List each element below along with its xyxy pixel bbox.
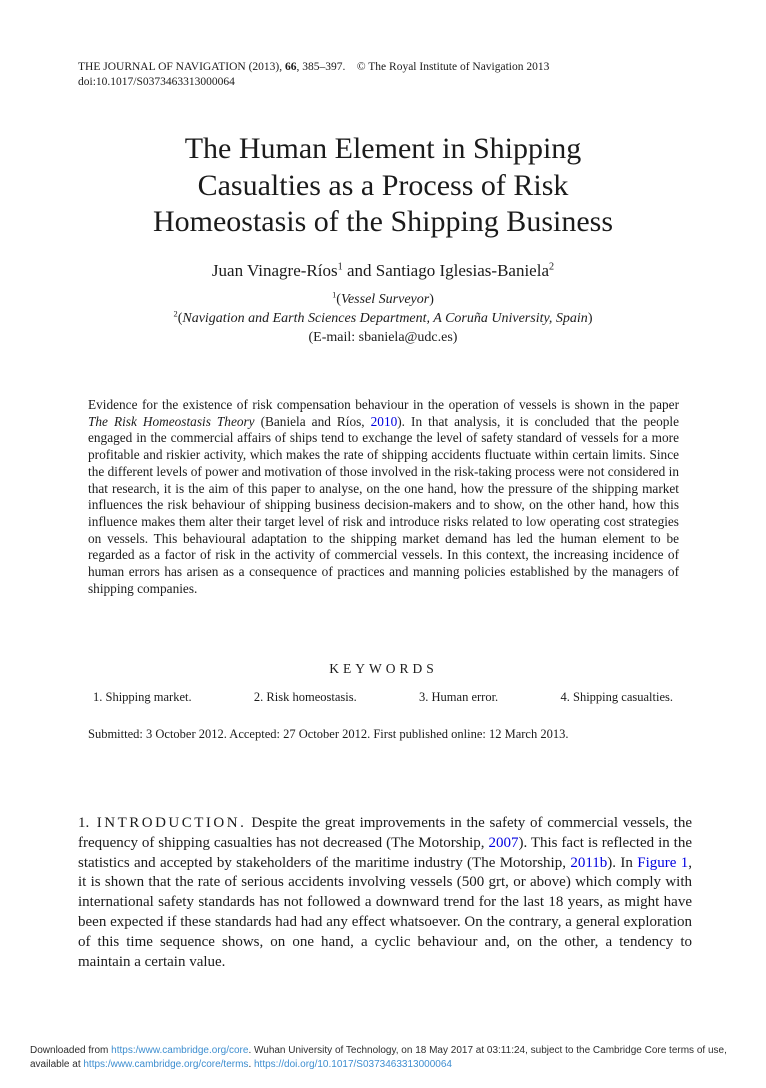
text-segment: ). In: [607, 854, 638, 871]
journal-doi: doi:10.1017/S0373463313000064: [78, 76, 235, 88]
text-segment: ): [587, 311, 593, 326]
keywords-list: [93, 690, 673, 705]
text-segment: Evidence for the existence of risk compensation behaviour in the operation of vessels is shown in the paper: [88, 397, 679, 412]
abstract-paragraph: [88, 397, 679, 597]
text-segment: Navigation and Earth Sciences Department, A Coruña University, Spain: [182, 311, 588, 326]
download-provenance-footer: [30, 1044, 744, 1072]
citation-link[interactable]: 2011b: [570, 854, 608, 871]
introduction-paragraph: [78, 814, 692, 972]
keyword-item-1: 1. Shipping market.: [93, 690, 192, 704]
affiliation-email-line: [40, 328, 726, 347]
citation-link[interactable]: Figure 1: [637, 854, 689, 871]
text-segment: , it is shown that the rate of serious accidents involving vessels (500 grt, or above) which comply with international safety standards has not followed a downward trend for the last 18 years, as might have been expected if these standards had had any effect whatsoever. On the contrary, a general exploration of this time sequence shows, on one hand, a cyclic behaviour and, on the other, a tendency to maintain a certain value.: [78, 854, 692, 970]
superscript-ref: 2: [549, 261, 555, 273]
footer-line-2: [30, 1058, 744, 1072]
keyword-item-4: 4. Shipping casualties.: [560, 690, 673, 704]
text-segment: ). In that analysis, it is concluded that the people engaged in the commercial affairs of ships tend to exchange the level of safety standard of vessels for a more profitable and riskier activity, which makes the rate of shipping accidents fluctuate within certain limits. Since the different levels of power and motivation of those involved in the risk-taking process were not considered in that research, it is the aim of this paper to analyse, on the one hand, how the pressure of the shipping market influences the risk behaviour of shipping business decision-makers and to show, on the other hand, how this influence makes them alter their target level of risk and introduce risks related to low operating cost strategies on vessels. This behavioural adaptation to the shipping market demand has led the human element to be regarded as a factor of risk in the activity of commercial vessels. In this context, the increasing incidence of human errors has arisen as a consequence of practices and manning policies established by the managers of shipping companies.: [88, 413, 679, 596]
keywords-heading: KEYWORDS: [329, 661, 438, 676]
text-segment: and Santiago Iglesias-Baniela: [342, 261, 549, 280]
paper-title-line-1: The Human Element in Shipping: [184, 132, 582, 165]
text-segment: 1.: [78, 815, 97, 831]
keyword-item-3: 3. Human error.: [419, 690, 499, 704]
paper-title: [40, 131, 726, 241]
journal-header: [78, 60, 694, 90]
footer-url-link[interactable]: https:/www.cambridge.org/core/terms: [83, 1059, 249, 1070]
paper-title-line-3: Homeostasis of the Shipping Business: [152, 205, 613, 238]
text-segment: (: [336, 292, 341, 307]
superscript-ref: 2: [173, 309, 178, 319]
text-segment: Juan Vinagre-Ríos: [211, 261, 338, 280]
affiliation-line-1: [40, 290, 726, 309]
authors-line: [40, 261, 726, 281]
text-segment: ). This fact is reflected in the statistics and accepted by stakeholders of the maritime industry (The Motorship,: [78, 834, 692, 871]
text-segment: . Wuhan University of Technology, on 18 May 2017 at 03:11:24, subject to the Cambridge Core terms of use,: [248, 1045, 727, 1056]
citation-link[interactable]: 2010: [370, 413, 398, 429]
text-segment: , 385–397.: [296, 61, 357, 73]
submission-dates-line: Submitted: 3 October 2012. Accepted: 27 October 2012. First published online: 12 March 2013.: [88, 727, 569, 741]
affiliations-block: [40, 290, 726, 347]
footer-url-link[interactable]: https://doi.org/10.1017/S0373463313000064: [254, 1059, 452, 1070]
text-segment: .: [248, 1059, 254, 1070]
superscript-ref: 1: [337, 261, 343, 273]
text-segment: © The Royal Institute of Navigation 2013: [356, 61, 550, 73]
footer-line-1: [30, 1044, 744, 1058]
text-segment: (: [177, 311, 183, 326]
keyword-item-2: 2. Risk homeostasis.: [253, 690, 357, 704]
text-segment: INTRODUCTION: [96, 815, 241, 831]
text-segment: ): [429, 292, 434, 307]
text-segment: 66: [285, 61, 297, 73]
paper-title-line-2: Casualties as a Process of Risk: [197, 168, 569, 202]
superscript-ref: 1: [332, 290, 337, 300]
affiliation-line-2: [40, 309, 726, 328]
text-segment: The Risk Homeostasis Theory: [88, 413, 255, 429]
text-segment: Downloaded from: [30, 1045, 112, 1056]
citation-link[interactable]: 2007: [488, 834, 519, 851]
footer-url-link[interactable]: https:/www.cambridge.org/core: [111, 1045, 249, 1056]
text-segment: available at: [30, 1059, 84, 1070]
journal-citation-line: [78, 60, 694, 75]
text-segment: (E-mail: sbaniela@udc.es): [308, 330, 458, 345]
text-segment: (Baniela and Ríos,: [254, 413, 371, 429]
text-segment: Vessel Surveyor: [340, 292, 430, 307]
text-segment: . Despite the great improvements in the safety of commercial vessels, the frequency of shipping casualties has not decreased (The Motorship,: [78, 815, 692, 851]
text-segment: THE JOURNAL OF NAVIGATION (2013),: [78, 61, 285, 73]
